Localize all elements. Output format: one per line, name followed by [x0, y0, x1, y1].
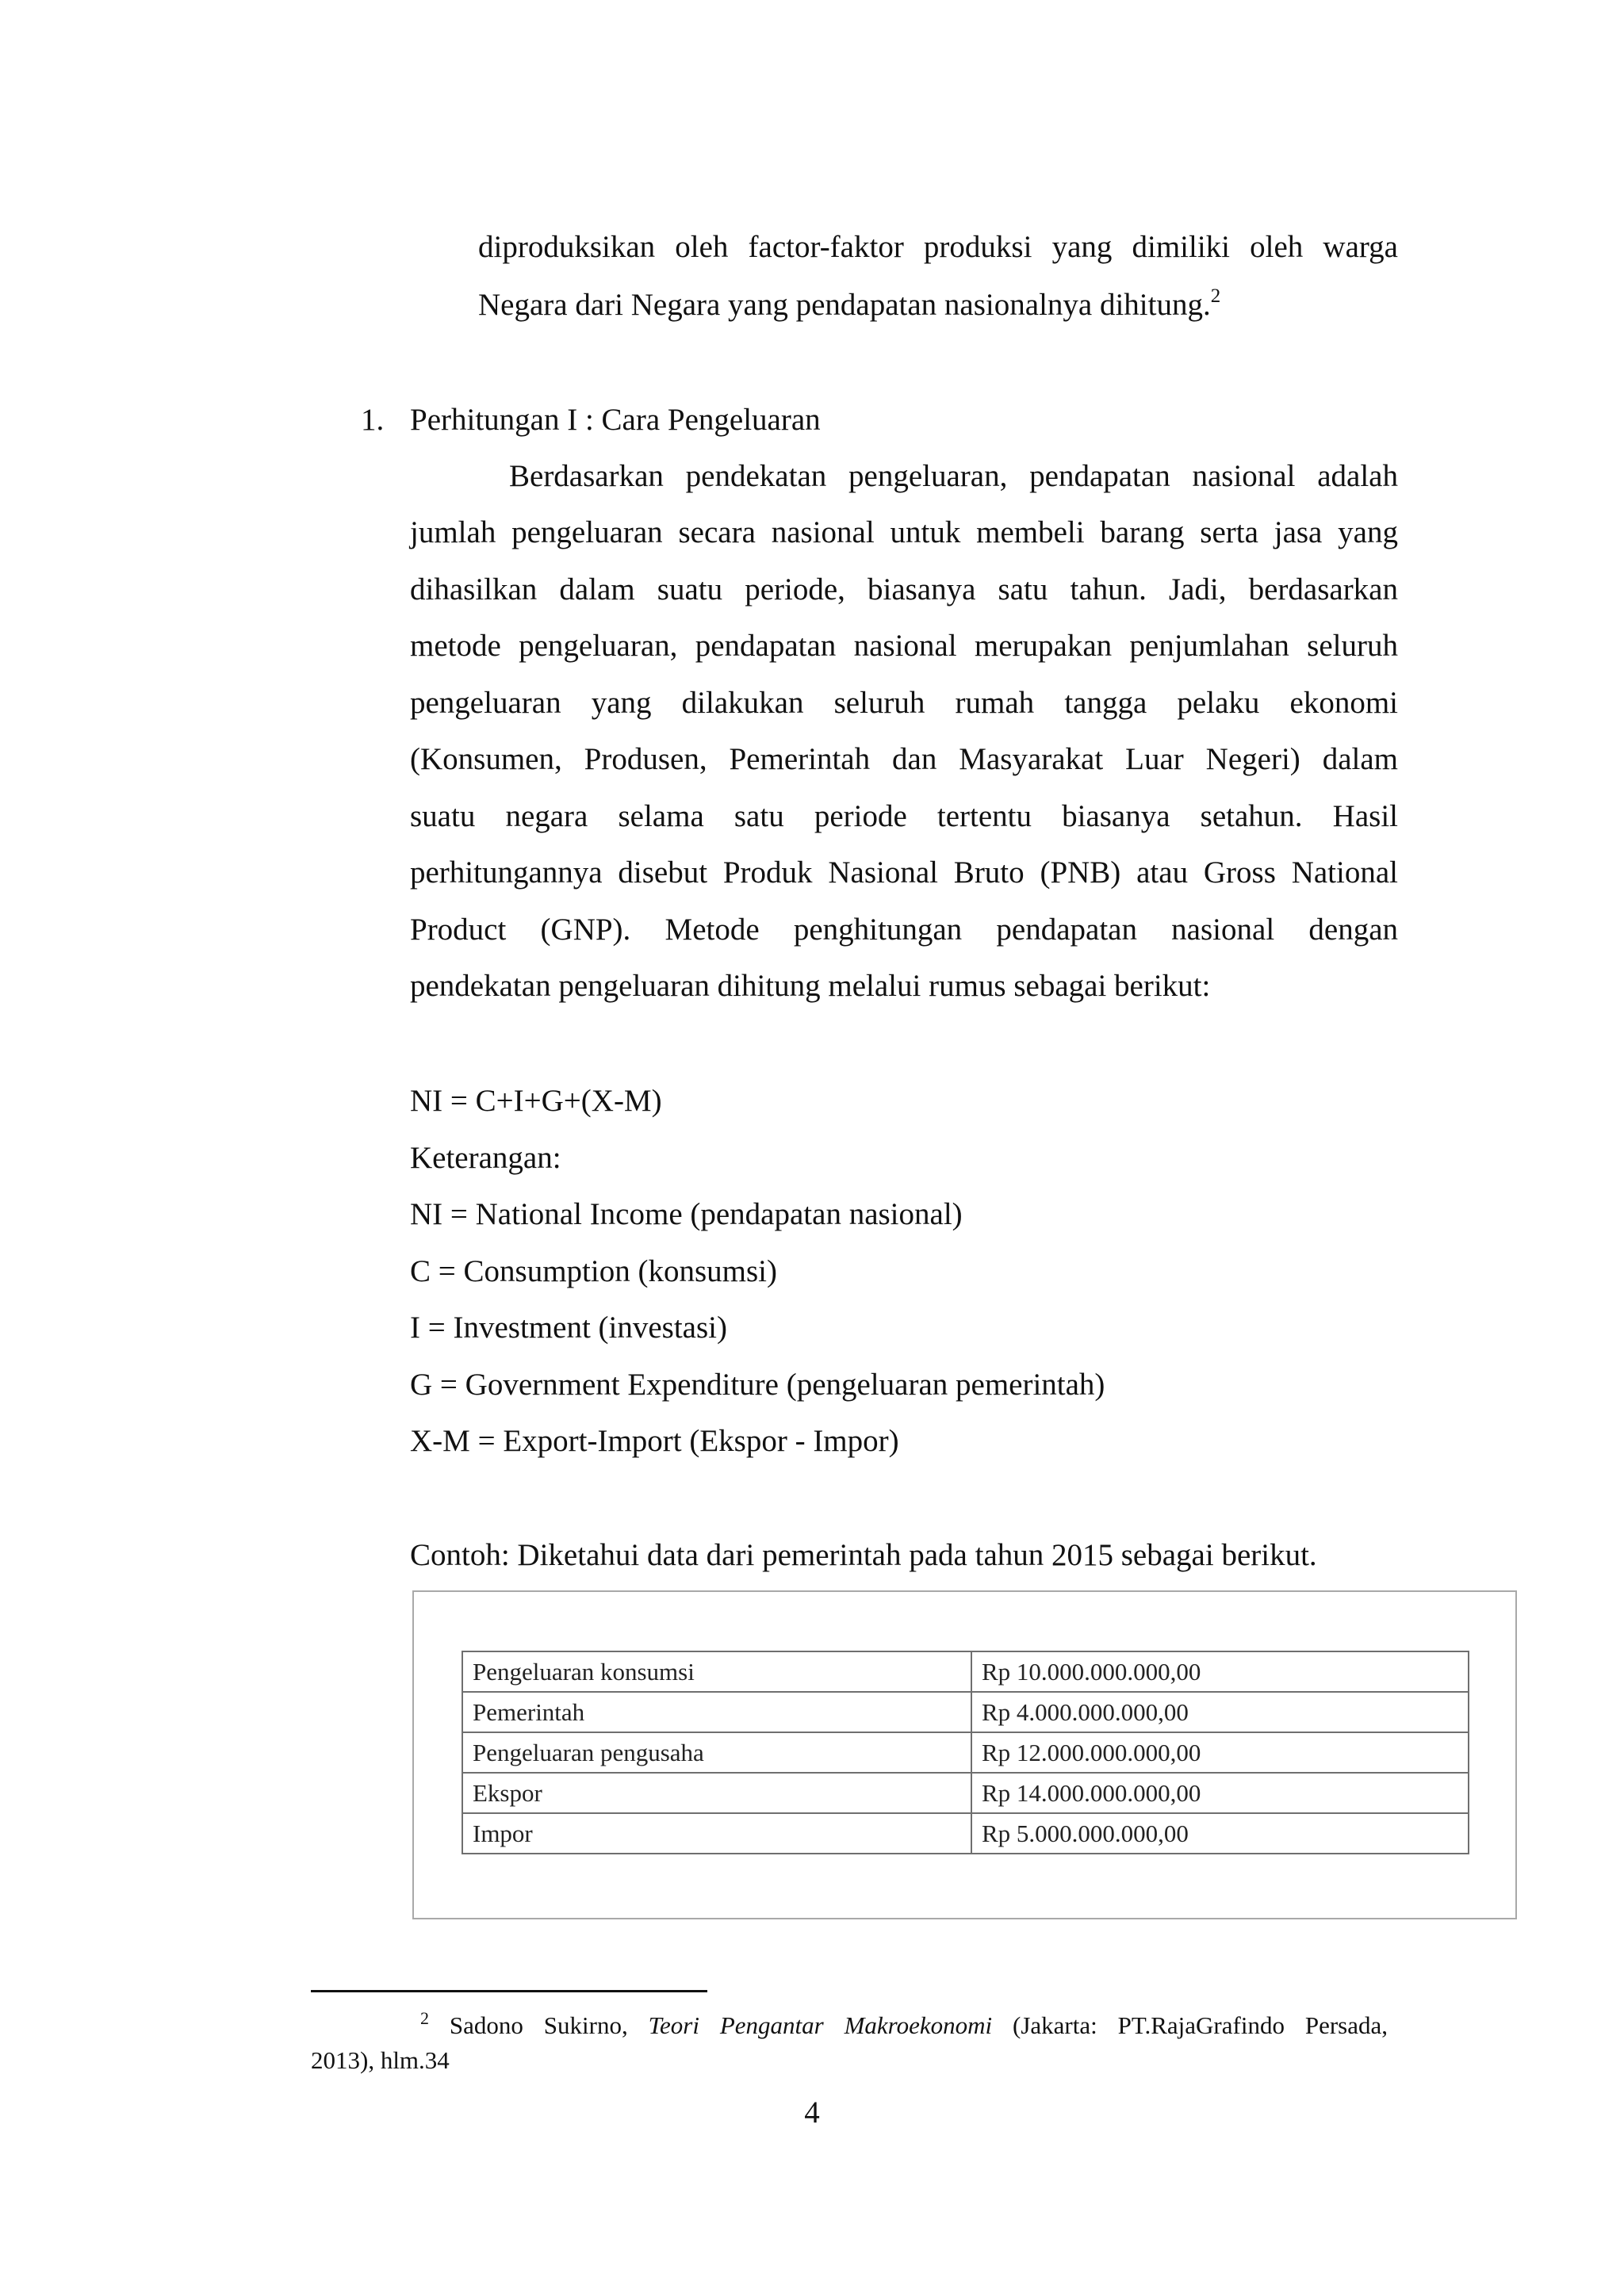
footnote-reference: 2 [1210, 285, 1221, 307]
table-cell-label: Pengeluaran pengusaha [462, 1732, 971, 1773]
table-cell-label: Pengeluaran konsumsi [462, 1651, 971, 1692]
paragraph-line: perhitungannya disebut Produk Nasional Bruto (PNB) atau Gross National [410, 855, 1398, 890]
keterangan-item: X-M = Export-Import (Ekspor - Impor) [410, 1424, 899, 1458]
footnote-separator [311, 1990, 707, 1992]
formula: NI = C+I+G+(X-M) [410, 1084, 662, 1118]
section-number: 1. [361, 403, 385, 437]
section-title: Perhitungan I : Cara Pengeluaran [410, 403, 821, 437]
table-cell-value: Rp 5.000.000.000,00 [971, 1813, 1469, 1854]
intro-line-1: diproduksikan oleh factor-faktor produksi yang dimiliki oleh warga [478, 230, 1398, 264]
table-row [462, 1813, 1469, 1854]
table-cell-value: Rp 10.000.000.000,00 [971, 1651, 1469, 1692]
footnote-number: 2 [420, 2008, 429, 2028]
keterangan-item: I = Investment (investasi) [410, 1311, 727, 1345]
paragraph-line: Berdasarkan pendekatan pengeluaran, pendapatan nasional adalah [509, 459, 1398, 493]
keterangan-item: C = Consumption (konsumsi) [410, 1254, 777, 1288]
table-cell-label: Pemerintah [462, 1692, 971, 1732]
intro-line-2-text: Negara dari Negara yang pendapatan nasionalnya dihitung. [478, 288, 1211, 322]
table-cell-label: Ekspor [462, 1773, 971, 1813]
footnote-line-1 [420, 2010, 1388, 2042]
intro-line-2 [478, 285, 1220, 325]
paragraph-line: Product (GNP). Metode penghitungan pendapatan nasional dengan [410, 913, 1398, 947]
paragraph-line: suatu negara selama satu periode tertentu biasanya setahun. Hasil [410, 799, 1398, 833]
paragraph-line: dihasilkan dalam suatu periode, biasanya satu tahun. Jadi, berdasarkan [410, 572, 1398, 607]
table-row [462, 1773, 1469, 1813]
page-number: 4 [804, 2095, 820, 2130]
footnote-publisher: (Jakarta: PT.RajaGrafindo Persada, [1013, 2011, 1388, 2039]
table-cell-value: Rp 14.000.000.000,00 [971, 1773, 1469, 1813]
paragraph-line: pendekatan pengeluaran dihitung melalui rumus sebagai berikut: [410, 969, 1211, 1003]
paragraph-line: pengeluaran yang dilakukan seluruh rumah tangga pelaku ekonomi [410, 686, 1398, 720]
example-sentence: Contoh: Diketahui data dari pemerintah pada tahun 2015 sebagai berikut. [410, 1538, 1317, 1572]
footnote-author: Sadono Sukirno, [449, 2011, 628, 2039]
table-row [462, 1692, 1469, 1732]
paragraph-line: (Konsumen, Produsen, Pemerintah dan Masyarakat Luar Negeri) dalam [410, 742, 1398, 776]
footnote-title: Teori Pengantar Makroekonomi [648, 2011, 993, 2039]
table-cell-value: Rp 4.000.000.000,00 [971, 1692, 1469, 1732]
table-row [462, 1732, 1469, 1773]
paragraph-line: jumlah pengeluaran secara nasional untuk membeli barang serta jasa yang [410, 515, 1398, 549]
table-cell-label: Impor [462, 1813, 971, 1854]
table-row [462, 1651, 1469, 1692]
footnote-line-2: 2013), hlm.34 [311, 2046, 450, 2074]
keterangan-item: NI = National Income (pendapatan nasional) [410, 1197, 963, 1231]
table-cell-value: Rp 12.000.000.000,00 [971, 1732, 1469, 1773]
data-table [462, 1651, 1469, 1854]
paragraph-line: metode pengeluaran, pendapatan nasional merupakan penjumlahan seluruh [410, 629, 1398, 663]
keterangan-label: Keterangan: [410, 1141, 561, 1175]
keterangan-item: G = Government Expenditure (pengeluaran pemerintah) [410, 1368, 1105, 1402]
